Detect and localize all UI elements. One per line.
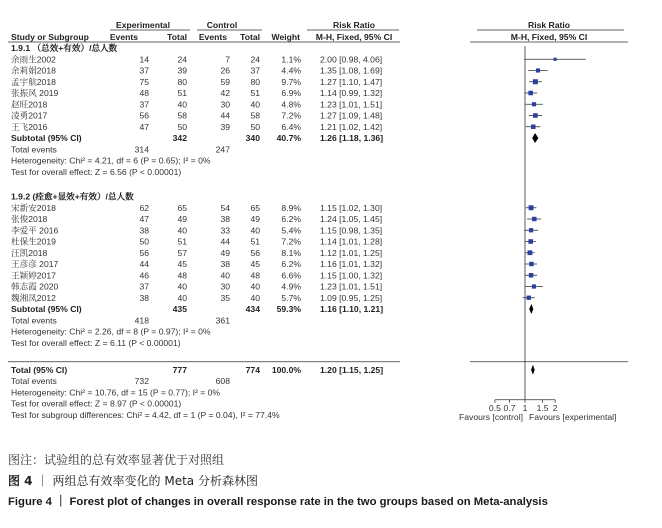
study-name: 李爱平 2016: [11, 225, 59, 236]
overall-effect: Test for overall effect: Z = 6.56 (P < 0.00001): [11, 166, 182, 177]
header-total-exp: Total: [167, 32, 187, 42]
study-marker: [528, 250, 533, 255]
events-exp: 38: [139, 292, 149, 303]
total-events-ctl: 361: [215, 315, 230, 326]
total-ctl: 40: [250, 281, 260, 292]
events-ctl: 35: [220, 292, 230, 303]
weight: 5.7%: [281, 292, 301, 303]
total-ctl: 65: [250, 202, 260, 213]
total-events-exp: 418: [134, 315, 149, 326]
study-name: 王飞2016: [11, 121, 48, 132]
forest-plot-area: [459, 46, 616, 422]
overall-effect-total: Test for overall effect: Z = 8.97 (P < 0.00001): [11, 398, 182, 409]
risk-ratio-ci: 1.12 [1.01, 1.25]: [320, 247, 383, 258]
weight: 8.1%: [281, 247, 301, 258]
study-name: 韩志霞 2020: [11, 281, 59, 292]
risk-ratio-ci: 1.27 [1.10, 1.47]: [320, 76, 383, 87]
total-exp: 51: [177, 88, 187, 98]
total-ctl: 50: [250, 121, 260, 132]
study-marker: [529, 273, 534, 278]
header-control: Control: [206, 20, 238, 30]
events-ctl: 42: [220, 88, 230, 98]
events-exp: 37: [139, 99, 149, 110]
risk-ratio-ci: 2.00 [0.98, 4.06]: [320, 54, 383, 65]
figure-caption-cn: [8, 472, 258, 489]
total-ctl: 49: [250, 214, 260, 224]
risk-ratio-ci: 1.21 [1.02, 1.42]: [320, 121, 383, 132]
overall-total-events-label: Total events: [11, 376, 57, 386]
subtotal-diamond: [532, 133, 538, 143]
header-method-plot: M-H, Fixed, 95% CI: [510, 32, 588, 42]
events-ctl: 26: [220, 65, 230, 76]
study-marker: [529, 205, 534, 210]
subtotal-total-exp: 342: [172, 133, 187, 143]
favours-control-label: Favours [control]: [459, 411, 523, 422]
total-exp: 40: [177, 292, 187, 303]
risk-ratio-ci: 1.09 [0.95, 1.25]: [320, 292, 383, 303]
overall-total-events-ctl: 608: [215, 376, 230, 386]
subtotal-total-exp: 435: [172, 304, 187, 314]
subtotal-ci: 1.26 [1.18, 1.36]: [320, 133, 384, 143]
study-marker: [531, 125, 535, 129]
subtotal-label: Subtotal (95% CI): [11, 304, 82, 314]
events-ctl: 7: [225, 54, 230, 65]
total-ctl: 40: [250, 225, 260, 236]
weight: 6.4%: [281, 121, 301, 132]
study-name: 孟宇航2018: [11, 76, 56, 87]
weight: 4.9%: [281, 281, 301, 292]
weight: 5.4%: [281, 225, 301, 236]
axis-tick-label: 0.7: [503, 402, 516, 413]
events-exp: 50: [139, 236, 149, 247]
header-experimental: Experimental: [116, 20, 170, 30]
events-ctl: 54: [220, 202, 230, 213]
overall-total-events-exp: 732: [134, 376, 149, 386]
total-ctl: 40: [250, 292, 260, 303]
study-name: 张振风 2019: [11, 88, 59, 98]
events-exp: 47: [139, 214, 149, 224]
study-name: 杜保生2019: [11, 236, 56, 247]
weight: 8.9%: [281, 202, 301, 213]
total-events-ctl: 247: [215, 144, 230, 155]
subgroup-title: 1.9.2 (痊愈+显效+有效）/总人数: [11, 191, 134, 202]
header-events-ctl: Events: [198, 32, 227, 42]
weight: 7.2%: [281, 110, 301, 121]
forest-rows: [8, 42, 628, 420]
heterogeneity: Heterogeneity: Chi² = 2.26, df = 8 (P = 0.97); I² = 0%: [11, 326, 211, 337]
figure-label: 图 4: [8, 474, 37, 488]
figure-title-cn: 两组总有效率变化的 Meta 分析森林图: [52, 474, 258, 488]
study-marker: [533, 79, 538, 84]
subtotal-weight: 40.7%: [276, 133, 301, 143]
subtotal-total-ctl: 434: [245, 304, 260, 314]
header-risk-ratio-plot: Risk Ratio: [527, 20, 571, 30]
figure-caption-en: Figure 4 ｜ Forest plot of changes in overall response rate in the two groups based on Meta-analysis: [8, 496, 548, 508]
total-ctl: 37: [250, 65, 260, 76]
study-marker: [532, 102, 536, 106]
total-exp: 50: [177, 121, 187, 132]
study-name: 凌勇2017: [11, 110, 48, 121]
weight: 4.8%: [281, 99, 301, 110]
total-events-exp: 314: [134, 144, 149, 155]
header-total-ctl: Total: [240, 32, 260, 42]
events-ctl: 40: [220, 270, 230, 281]
weight: 1.1%: [281, 54, 301, 65]
risk-ratio-ci: 1.23 [1.01, 1.51]: [320, 281, 383, 292]
weight: 6.9%: [281, 88, 301, 98]
study-marker: [536, 68, 540, 72]
events-exp: 44: [139, 259, 149, 269]
overall-heterogeneity: Heterogeneity: Chi² = 10.76, df = 15 (P = 0.77); I² = 0%: [11, 387, 221, 398]
study-name: 宋新安2018: [11, 202, 56, 213]
subgroup-title: 1.9.1 （总效+有效）/总人数: [11, 43, 118, 53]
weight: 7.2%: [281, 236, 301, 247]
total-exp: 65: [177, 202, 187, 213]
total-exp: 39: [177, 65, 187, 76]
axis-tick-label: 0.5: [488, 402, 501, 413]
subtotal-label: Subtotal (95% CI): [11, 133, 82, 143]
risk-ratio-ci: 1.15 [1.02, 1.30]: [320, 202, 383, 213]
figure-separator: ｜: [36, 474, 53, 488]
total-exp: 40: [177, 225, 187, 236]
subtotal-diamond: [529, 304, 533, 314]
study-marker: [527, 296, 531, 300]
study-name: 王彦彦 2017: [11, 259, 59, 269]
axis-tick-label: 1: [522, 402, 528, 413]
total-ctl: 24: [250, 54, 260, 65]
total-ctl: 58: [250, 110, 260, 121]
events-exp: 56: [139, 110, 149, 121]
subtotal-total-ctl: 340: [245, 133, 260, 143]
total-events-label: Total events: [11, 144, 57, 155]
weight: 6.2%: [281, 214, 301, 224]
risk-ratio-ci: 1.14 [1.01, 1.28]: [320, 236, 383, 247]
study-name: 王颖婷2017: [11, 270, 56, 281]
total-label: Total (95% CI): [11, 364, 68, 375]
total-ctl: 40: [250, 99, 260, 110]
header-weight: Weight: [271, 32, 300, 42]
events-ctl: 38: [220, 259, 230, 269]
weight: 9.7%: [281, 76, 301, 87]
events-ctl: 39: [220, 121, 230, 132]
favours-experimental-label: Favours [experimental]: [529, 411, 617, 422]
total-ctl: 48: [250, 270, 260, 281]
header-study: Study or Subgroup: [11, 32, 89, 42]
weight: 4.4%: [281, 65, 301, 76]
risk-ratio-ci: 1.16 [1.01, 1.32]: [320, 259, 383, 269]
subgroup-differences: Test for subgroup differences: Chi² = 4.42, df = 1 (P = 0.04), I² = 77.4%: [11, 409, 280, 420]
total-weight: 100.0%: [271, 364, 301, 375]
events-ctl: 33: [220, 225, 230, 236]
total-ci: 1.20 [1.15, 1.25]: [320, 364, 384, 375]
axis-tick-label: 2: [552, 402, 558, 413]
total-exp: 58: [177, 110, 187, 121]
study-name: 魏湘凤2012: [11, 292, 56, 303]
heterogeneity: Heterogeneity: Chi² = 4.21, df = 6 (P = 0.65); I² = 0%: [11, 155, 211, 166]
events-ctl: 59: [220, 76, 230, 87]
study-marker: [528, 91, 533, 96]
total-ctl: 51: [250, 236, 260, 247]
events-ctl: 30: [220, 281, 230, 292]
events-exp: 47: [139, 121, 149, 132]
events-exp: 48: [139, 88, 149, 98]
figure-note: 图注：试验组的总有效率显著优于对照组: [8, 453, 225, 467]
events-exp: 56: [139, 247, 149, 258]
total-exp: 80: [177, 76, 187, 87]
risk-ratio-ci: 1.35 [1.08, 1.69]: [320, 65, 383, 76]
study-marker: [532, 284, 536, 288]
total-events-label: Total events: [11, 315, 57, 326]
events-exp: 75: [139, 76, 149, 87]
events-exp: 37: [139, 65, 149, 76]
risk-ratio-ci: 1.15 [0.98, 1.35]: [320, 225, 383, 236]
weight: 6.6%: [281, 270, 301, 281]
header-risk-ratio: Risk Ratio: [332, 20, 376, 30]
total-exp: 40: [177, 281, 187, 292]
study-marker: [529, 262, 533, 266]
overall-effect: Test for overall effect: Z = 6.11 (P < 0.00001): [11, 337, 181, 348]
risk-ratio-ci: 1.27 [1.09, 1.48]: [320, 110, 383, 121]
events-ctl: 30: [220, 99, 230, 110]
events-exp: 38: [139, 225, 149, 236]
total-exp: 40: [177, 99, 187, 110]
total-exp: 45: [177, 259, 187, 269]
study-name: 赵旺2018: [11, 99, 48, 110]
events-exp: 14: [139, 54, 149, 65]
total-exp: 57: [177, 247, 187, 258]
events-ctl: 44: [220, 110, 230, 121]
events-ctl: 49: [220, 247, 230, 258]
events-exp: 62: [139, 202, 149, 213]
risk-ratio-ci: 1.14 [0.99, 1.32]: [320, 88, 383, 98]
study-marker: [529, 228, 533, 232]
total-total-ctl: 774: [245, 364, 260, 375]
subtotal-ci: 1.16 [1.10, 1.21]: [320, 304, 384, 314]
study-marker: [533, 113, 538, 118]
study-marker: [554, 58, 557, 61]
study-marker: [532, 217, 536, 221]
total-exp: 48: [177, 270, 187, 281]
total-exp: 24: [177, 54, 187, 65]
risk-ratio-ci: 1.15 [1.00, 1.32]: [320, 270, 383, 281]
total-ctl: 80: [250, 76, 260, 87]
header-method: M-H, Fixed, 95% CI: [315, 32, 393, 42]
study-name: 汪凯2018: [11, 247, 48, 258]
total-ctl: 56: [250, 247, 260, 258]
total-ctl: 51: [250, 88, 260, 98]
total-exp: 51: [177, 236, 187, 247]
weight: 6.2%: [281, 259, 301, 269]
subtotal-weight: 59.3%: [276, 304, 301, 314]
study-name: 张俊2018: [11, 214, 48, 224]
events-exp: 46: [139, 270, 149, 281]
total-exp: 49: [177, 214, 187, 224]
total-diamond: [531, 365, 535, 375]
events-ctl: 38: [220, 214, 230, 224]
total-ctl: 45: [250, 259, 260, 269]
events-ctl: 44: [220, 236, 230, 247]
study-name: 余雨生2002: [11, 54, 56, 65]
axis-tick-label: 1.5: [536, 402, 549, 413]
study-name: 余莉娟2018: [11, 65, 56, 76]
study-marker: [528, 239, 533, 244]
risk-ratio-ci: 1.23 [1.01, 1.51]: [320, 99, 383, 110]
events-exp: 37: [139, 281, 149, 292]
risk-ratio-ci: 1.24 [1.05, 1.45]: [320, 214, 383, 224]
header-events-exp: Events: [109, 32, 138, 42]
total-total-exp: 777: [172, 364, 187, 375]
